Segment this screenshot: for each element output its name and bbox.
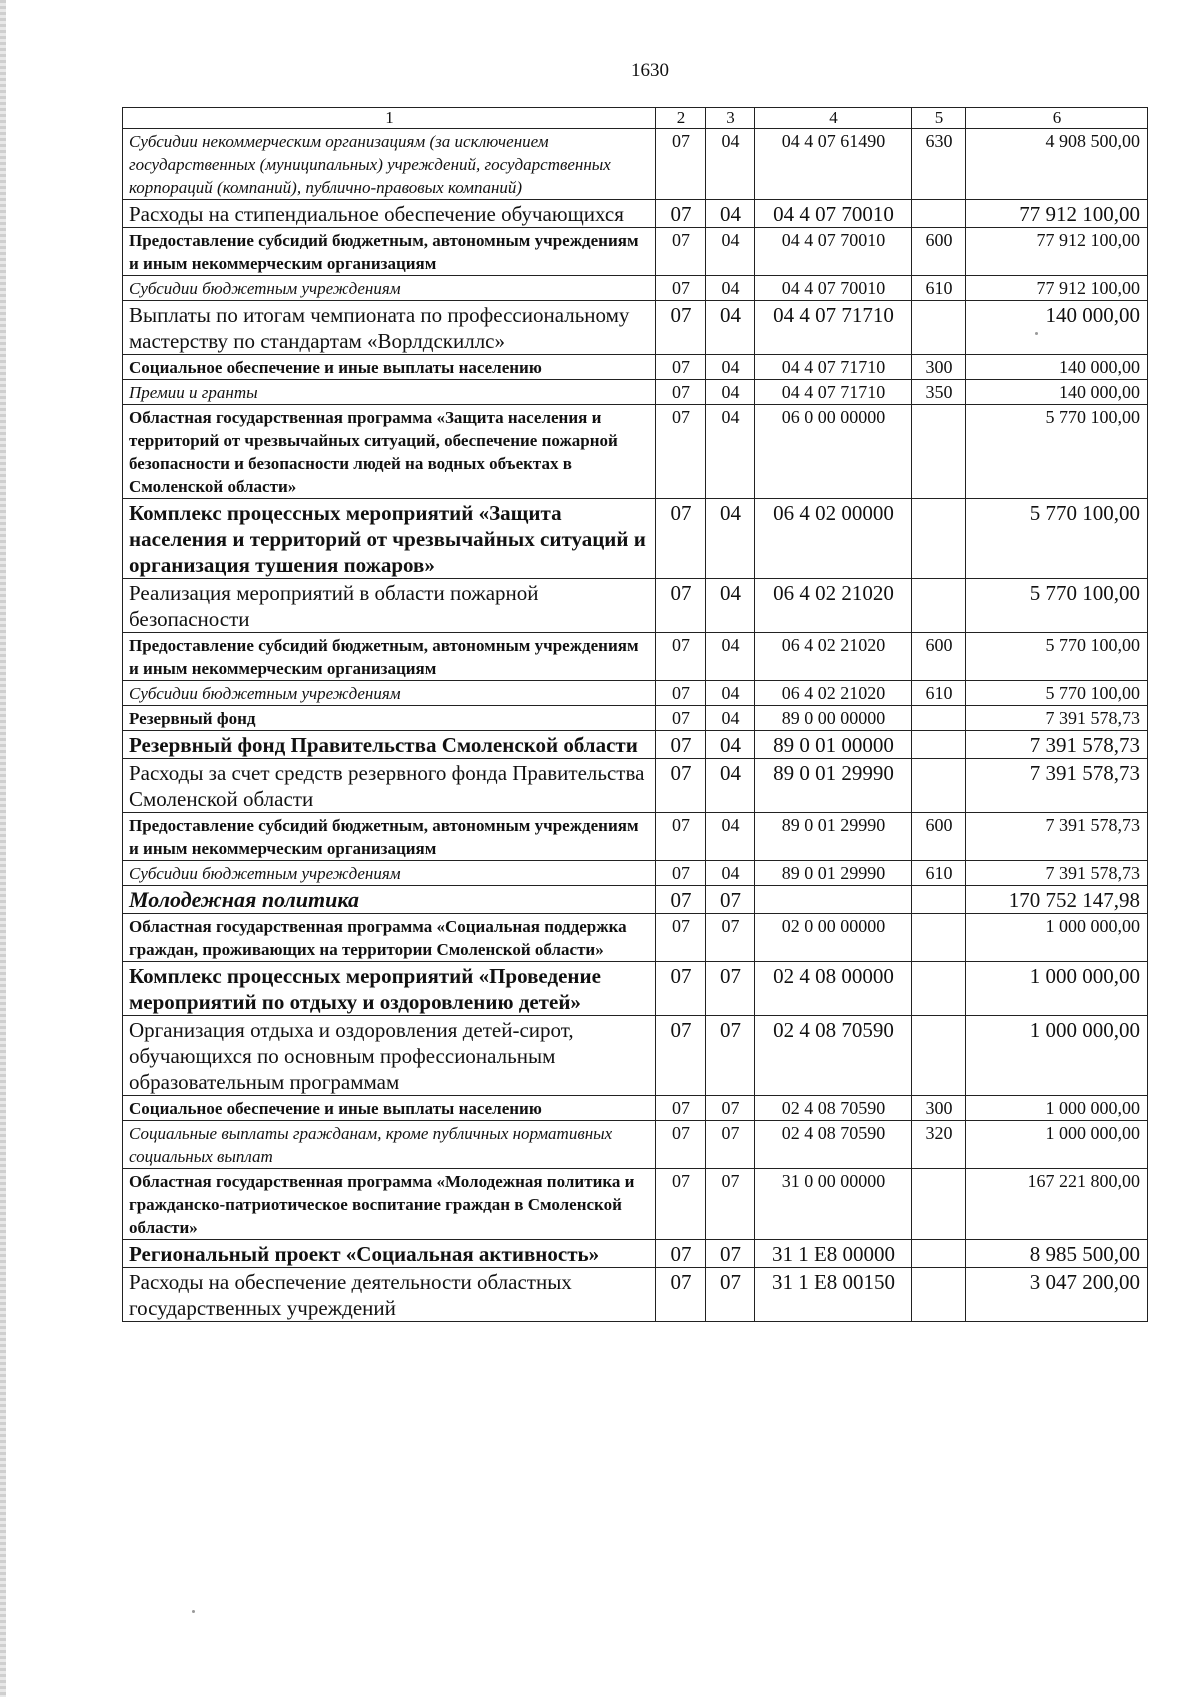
cell-subsection: 04 bbox=[706, 706, 755, 731]
cell-subsection: 04 bbox=[706, 731, 755, 759]
cell-amount: 7 391 578,73 bbox=[966, 861, 1148, 886]
table-row bbox=[123, 1268, 1148, 1322]
cell-name: Комплекс процессных мероприятий «Защита населения и территорий от чрезвычайных ситуаций и организация тушения пожаров» bbox=[123, 499, 656, 579]
cell-section: 07 bbox=[656, 1268, 706, 1322]
cell-section: 07 bbox=[656, 380, 706, 405]
cell-amount: 7 391 578,73 bbox=[966, 731, 1148, 759]
table-row bbox=[123, 301, 1148, 355]
cell-expense-type: 600 bbox=[912, 633, 966, 681]
header-col-2: 2 bbox=[656, 108, 706, 129]
cell-target-article: 06 0 00 00000 bbox=[755, 405, 912, 499]
cell-name: Областная государственная программа «Защита населения и территорий от чрезвычайных ситуаций, обеспечение пожарной безопасности и безопасности людей на водных объектах в Смоленской области» bbox=[123, 405, 656, 499]
cell-name: Молодежная политика bbox=[123, 886, 656, 914]
cell-section: 07 bbox=[656, 731, 706, 759]
cell-amount: 1 000 000,00 bbox=[966, 914, 1148, 962]
cell-amount: 1 000 000,00 bbox=[966, 1096, 1148, 1121]
cell-target-article: 31 1 E8 00150 bbox=[755, 1268, 912, 1322]
cell-target-article: 06 4 02 21020 bbox=[755, 633, 912, 681]
cell-subsection: 04 bbox=[706, 228, 755, 276]
cell-section: 07 bbox=[656, 1096, 706, 1121]
cell-name: Социальные выплаты гражданам, кроме публичных нормативных социальных выплат bbox=[123, 1121, 656, 1169]
header-col-1: 1 bbox=[123, 108, 656, 129]
cell-name: Региональный проект «Социальная активность» bbox=[123, 1240, 656, 1268]
header-col-4: 4 bbox=[755, 108, 912, 129]
cell-name: Субсидии бюджетным учреждениям bbox=[123, 861, 656, 886]
cell-section: 07 bbox=[656, 355, 706, 380]
cell-amount: 7 391 578,73 bbox=[966, 813, 1148, 861]
cell-expense-type bbox=[912, 731, 966, 759]
cell-name: Организация отдыха и оздоровления детей-сирот, обучающихся по основным профессиональным образовательным программам bbox=[123, 1016, 656, 1096]
cell-section: 07 bbox=[656, 914, 706, 962]
cell-name: Субсидии некоммерческим организациям (за исключением государственных (муниципальных) учреждений, государственных корпораций (компаний), публично-правовых компаний) bbox=[123, 129, 656, 200]
cell-expense-type bbox=[912, 1016, 966, 1096]
cell-amount: 5 770 100,00 bbox=[966, 499, 1148, 579]
cell-subsection: 07 bbox=[706, 1268, 755, 1322]
cell-name: Областная государственная программа «Молодежная политика и гражданско-патриотическое воспитание граждан в Смоленской области» bbox=[123, 1169, 656, 1240]
table-row bbox=[123, 681, 1148, 706]
cell-expense-type bbox=[912, 886, 966, 914]
cell-amount: 7 391 578,73 bbox=[966, 706, 1148, 731]
cell-subsection: 07 bbox=[706, 886, 755, 914]
cell-target-article: 04 4 07 61490 bbox=[755, 129, 912, 200]
scan-speck bbox=[192, 1610, 195, 1613]
cell-name: Субсидии бюджетным учреждениям bbox=[123, 276, 656, 301]
cell-subsection: 04 bbox=[706, 813, 755, 861]
cell-target-article: 31 0 00 00000 bbox=[755, 1169, 912, 1240]
cell-target-article: 02 4 08 70590 bbox=[755, 1121, 912, 1169]
cell-target-article: 04 4 07 70010 bbox=[755, 228, 912, 276]
cell-expense-type bbox=[912, 405, 966, 499]
cell-expense-type: 630 bbox=[912, 129, 966, 200]
cell-amount: 1 000 000,00 bbox=[966, 962, 1148, 1016]
cell-subsection: 04 bbox=[706, 861, 755, 886]
cell-amount: 5 770 100,00 bbox=[966, 681, 1148, 706]
cell-section: 07 bbox=[656, 681, 706, 706]
cell-amount: 77 912 100,00 bbox=[966, 228, 1148, 276]
cell-name: Социальное обеспечение и иные выплаты населению bbox=[123, 1096, 656, 1121]
cell-expense-type bbox=[912, 914, 966, 962]
cell-subsection: 07 bbox=[706, 914, 755, 962]
cell-amount: 77 912 100,00 bbox=[966, 200, 1148, 228]
cell-subsection: 04 bbox=[706, 355, 755, 380]
table-row bbox=[123, 579, 1148, 633]
cell-expense-type: 300 bbox=[912, 1096, 966, 1121]
table-row bbox=[123, 962, 1148, 1016]
table-row bbox=[123, 355, 1148, 380]
cell-subsection: 04 bbox=[706, 200, 755, 228]
cell-target-article: 04 4 07 71710 bbox=[755, 380, 912, 405]
cell-name: Расходы на обеспечение деятельности областных государственных учреждений bbox=[123, 1268, 656, 1322]
cell-section: 07 bbox=[656, 129, 706, 200]
cell-name: Предоставление субсидий бюджетным, автономным учреждениям и иным некоммерческим организациям bbox=[123, 813, 656, 861]
cell-subsection: 07 bbox=[706, 1169, 755, 1240]
cell-expense-type: 300 bbox=[912, 355, 966, 380]
cell-amount: 170 752 147,98 bbox=[966, 886, 1148, 914]
cell-amount: 140 000,00 bbox=[966, 355, 1148, 380]
table-row bbox=[123, 886, 1148, 914]
cell-expense-type: 610 bbox=[912, 276, 966, 301]
cell-target-article: 02 4 08 00000 bbox=[755, 962, 912, 1016]
table-row bbox=[123, 499, 1148, 579]
cell-target-article bbox=[755, 886, 912, 914]
cell-amount: 167 221 800,00 bbox=[966, 1169, 1148, 1240]
cell-section: 07 bbox=[656, 301, 706, 355]
cell-amount: 140 000,00 bbox=[966, 301, 1148, 355]
cell-expense-type: 610 bbox=[912, 861, 966, 886]
cell-target-article: 89 0 01 29990 bbox=[755, 861, 912, 886]
table-row bbox=[123, 1169, 1148, 1240]
cell-target-article: 06 4 02 00000 bbox=[755, 499, 912, 579]
cell-section: 07 bbox=[656, 962, 706, 1016]
cell-subsection: 07 bbox=[706, 962, 755, 1016]
cell-target-article: 04 4 07 71710 bbox=[755, 355, 912, 380]
cell-amount: 8 985 500,00 bbox=[966, 1240, 1148, 1268]
cell-name: Резервный фонд Правительства Смоленской области bbox=[123, 731, 656, 759]
cell-subsection: 04 bbox=[706, 380, 755, 405]
cell-expense-type bbox=[912, 200, 966, 228]
cell-subsection: 04 bbox=[706, 681, 755, 706]
cell-amount: 3 047 200,00 bbox=[966, 1268, 1148, 1322]
cell-section: 07 bbox=[656, 759, 706, 813]
table-row bbox=[123, 731, 1148, 759]
cell-name: Расходы на стипендиальное обеспечение обучающихся bbox=[123, 200, 656, 228]
cell-amount: 140 000,00 bbox=[966, 380, 1148, 405]
cell-section: 07 bbox=[656, 633, 706, 681]
table-row bbox=[123, 1016, 1148, 1096]
cell-subsection: 07 bbox=[706, 1096, 755, 1121]
cell-section: 07 bbox=[656, 579, 706, 633]
cell-expense-type bbox=[912, 706, 966, 731]
budget-table bbox=[122, 107, 1148, 1322]
cell-section: 07 bbox=[656, 1016, 706, 1096]
scan-left-edge bbox=[0, 0, 6, 1697]
cell-section: 07 bbox=[656, 276, 706, 301]
cell-target-article: 89 0 01 29990 bbox=[755, 813, 912, 861]
cell-name: Субсидии бюджетным учреждениям bbox=[123, 681, 656, 706]
cell-amount: 1 000 000,00 bbox=[966, 1016, 1148, 1096]
cell-expense-type bbox=[912, 1268, 966, 1322]
cell-expense-type: 350 bbox=[912, 380, 966, 405]
cell-name: Предоставление субсидий бюджетным, автономным учреждениям и иным некоммерческим организациям bbox=[123, 633, 656, 681]
cell-target-article: 31 1 E8 00000 bbox=[755, 1240, 912, 1268]
cell-name: Социальное обеспечение и иные выплаты населению bbox=[123, 355, 656, 380]
cell-section: 07 bbox=[656, 405, 706, 499]
table-row bbox=[123, 276, 1148, 301]
cell-name: Резервный фонд bbox=[123, 706, 656, 731]
cell-subsection: 07 bbox=[706, 1240, 755, 1268]
cell-expense-type bbox=[912, 301, 966, 355]
table-row bbox=[123, 129, 1148, 200]
cell-amount: 4 908 500,00 bbox=[966, 129, 1148, 200]
cell-section: 07 bbox=[656, 706, 706, 731]
cell-section: 07 bbox=[656, 813, 706, 861]
cell-amount: 5 770 100,00 bbox=[966, 405, 1148, 499]
cell-target-article: 06 4 02 21020 bbox=[755, 681, 912, 706]
table-row bbox=[123, 813, 1148, 861]
cell-name: Предоставление субсидий бюджетным, автономным учреждениям и иным некоммерческим организациям bbox=[123, 228, 656, 276]
cell-section: 07 bbox=[656, 861, 706, 886]
cell-subsection: 04 bbox=[706, 499, 755, 579]
cell-expense-type: 600 bbox=[912, 228, 966, 276]
header-col-6: 6 bbox=[966, 108, 1148, 129]
cell-target-article: 02 4 08 70590 bbox=[755, 1016, 912, 1096]
cell-name: Реализация мероприятий в области пожарной безопасности bbox=[123, 579, 656, 633]
cell-expense-type bbox=[912, 1169, 966, 1240]
cell-section: 07 bbox=[656, 1121, 706, 1169]
table-row bbox=[123, 1240, 1148, 1268]
cell-target-article: 02 0 00 00000 bbox=[755, 914, 912, 962]
cell-expense-type bbox=[912, 499, 966, 579]
cell-expense-type bbox=[912, 579, 966, 633]
cell-subsection: 04 bbox=[706, 759, 755, 813]
cell-subsection: 04 bbox=[706, 405, 755, 499]
header-col-3: 3 bbox=[706, 108, 755, 129]
cell-target-article: 89 0 01 29990 bbox=[755, 759, 912, 813]
cell-amount: 77 912 100,00 bbox=[966, 276, 1148, 301]
cell-section: 07 bbox=[656, 886, 706, 914]
cell-target-article: 04 4 07 70010 bbox=[755, 276, 912, 301]
table-row bbox=[123, 200, 1148, 228]
cell-expense-type: 600 bbox=[912, 813, 966, 861]
table-header-row bbox=[123, 108, 1148, 129]
cell-expense-type: 320 bbox=[912, 1121, 966, 1169]
cell-target-article: 89 0 01 00000 bbox=[755, 731, 912, 759]
header-col-5: 5 bbox=[912, 108, 966, 129]
cell-target-article: 04 4 07 71710 bbox=[755, 301, 912, 355]
table-row bbox=[123, 759, 1148, 813]
table-row bbox=[123, 914, 1148, 962]
table-row bbox=[123, 633, 1148, 681]
budget-table-body bbox=[123, 108, 1148, 1322]
table-row bbox=[123, 405, 1148, 499]
cell-amount: 1 000 000,00 bbox=[966, 1121, 1148, 1169]
cell-expense-type bbox=[912, 1240, 966, 1268]
cell-name: Областная государственная программа «Социальная поддержка граждан, проживающих на территории Смоленской области» bbox=[123, 914, 656, 962]
cell-target-article: 89 0 00 00000 bbox=[755, 706, 912, 731]
cell-section: 07 bbox=[656, 499, 706, 579]
cell-subsection: 04 bbox=[706, 633, 755, 681]
cell-target-article: 06 4 02 21020 bbox=[755, 579, 912, 633]
cell-subsection: 07 bbox=[706, 1121, 755, 1169]
table-row bbox=[123, 861, 1148, 886]
cell-subsection: 04 bbox=[706, 129, 755, 200]
table-row bbox=[123, 1121, 1148, 1169]
cell-amount: 5 770 100,00 bbox=[966, 579, 1148, 633]
cell-section: 07 bbox=[656, 228, 706, 276]
cell-target-article: 02 4 08 70590 bbox=[755, 1096, 912, 1121]
page-number: 1630 bbox=[631, 60, 669, 81]
cell-expense-type: 610 bbox=[912, 681, 966, 706]
table-row bbox=[123, 1096, 1148, 1121]
cell-section: 07 bbox=[656, 1240, 706, 1268]
cell-expense-type bbox=[912, 962, 966, 1016]
cell-name: Выплаты по итогам чемпионата по профессиональному мастерству по стандартам «Ворлдскиллс» bbox=[123, 301, 656, 355]
cell-subsection: 07 bbox=[706, 1016, 755, 1096]
cell-target-article: 04 4 07 70010 bbox=[755, 200, 912, 228]
cell-section: 07 bbox=[656, 1169, 706, 1240]
cell-name: Расходы за счет средств резервного фонда Правительства Смоленской области bbox=[123, 759, 656, 813]
cell-name: Комплекс процессных мероприятий «Проведение мероприятий по отдыху и оздоровлению детей» bbox=[123, 962, 656, 1016]
cell-name: Премии и гранты bbox=[123, 380, 656, 405]
cell-expense-type bbox=[912, 759, 966, 813]
cell-amount: 5 770 100,00 bbox=[966, 633, 1148, 681]
table-row bbox=[123, 380, 1148, 405]
cell-section: 07 bbox=[656, 200, 706, 228]
cell-subsection: 04 bbox=[706, 579, 755, 633]
cell-amount: 7 391 578,73 bbox=[966, 759, 1148, 813]
table-row bbox=[123, 228, 1148, 276]
cell-subsection: 04 bbox=[706, 301, 755, 355]
table-row bbox=[123, 706, 1148, 731]
cell-subsection: 04 bbox=[706, 276, 755, 301]
